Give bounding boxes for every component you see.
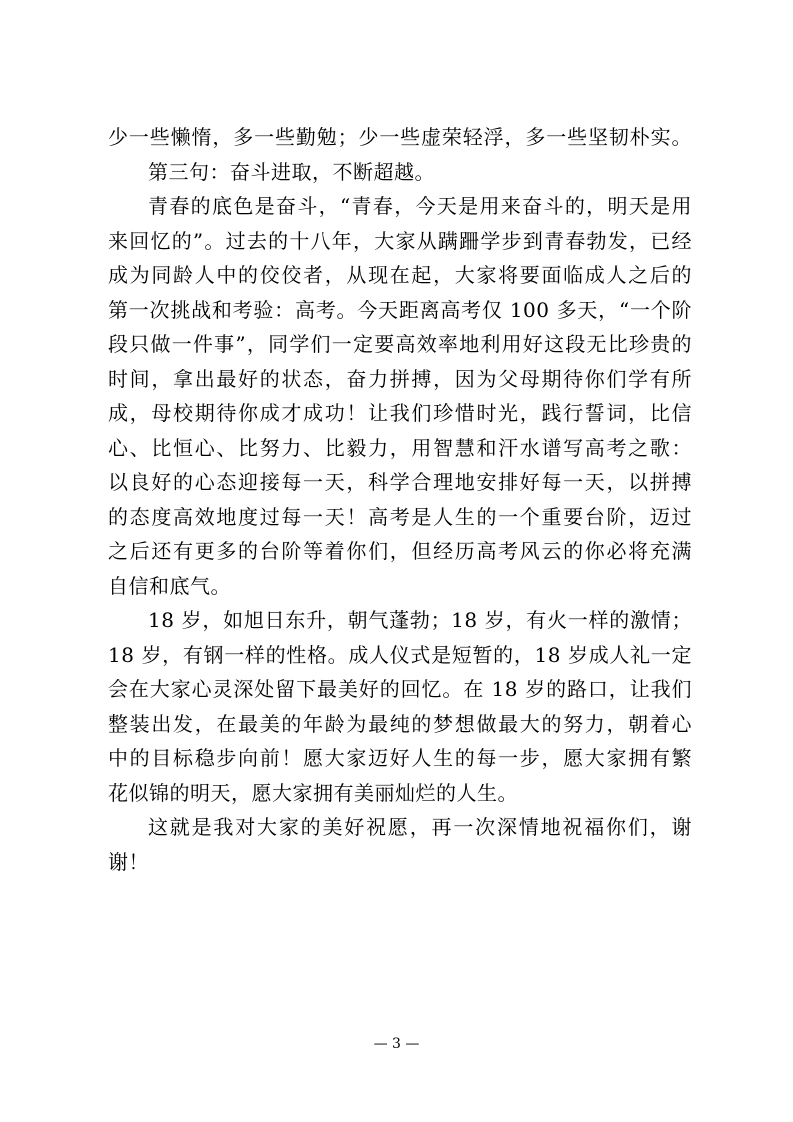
text-line-17: 会在大家心灵深处留下最美好的回忆。在 18 岁的路口，让我们 xyxy=(108,677,692,701)
text-line-20: 花似锦的明天，愿大家拥有美丽灿烂的人生。 xyxy=(108,780,518,805)
text-line-4: 来回忆的”。过去的十八年，大家从蹒跚学步到青春勃发，已经 xyxy=(108,228,692,253)
text-line-11: 以良好的心态迎接每一天，科学合理地安排好每一天，以拼搏 xyxy=(108,470,692,494)
text-line-3: 青春的底色是奋斗，“青春，今天是用来奋斗的，明天是用 xyxy=(148,194,692,218)
text-line-7: 段只做一件事”，同学们一定要高效率地利用好这段无比珍贵的 xyxy=(108,332,692,356)
text-line-2: 第三句：奋斗进取，不断超越。 xyxy=(148,159,435,184)
text-line-6: 第一次挑战和考验：高考。今天距离高考仅 100 多天，“一个阶 xyxy=(108,297,692,322)
text-line-12: 的态度高效地度过每一天！高考是人生的一个重要台阶，迈过 xyxy=(108,504,692,529)
text-line-16: 18 岁，有钢一样的性格。成人仪式是短暂的，18 岁成人礼一定 xyxy=(108,642,692,667)
text-line-1: 少一些懒惰，多一些勤勉；少一些虚荣轻浮，多一些坚韧朴实。 xyxy=(108,125,692,149)
page-number: — 3 — xyxy=(373,1036,420,1052)
text-line-5: 成为同龄人中的佼佼者，从现在起，大家将要面临成人之后的 xyxy=(108,263,692,287)
text-line-15: 18 岁，如旭日东升，朝气蓬勃；18 岁，有火一样的激情； xyxy=(148,608,692,632)
text-line-22: 谢！ xyxy=(108,849,149,874)
text-line-10: 心、比恒心、比努力、比毅力，用智慧和汗水谱写高考之歌： xyxy=(108,435,692,460)
text-line-8: 时间，拿出最好的状态，奋力拼搏，因为父母期待你们学有所 xyxy=(108,366,692,391)
text-line-13: 之后还有更多的台阶等着你们，但经历高考风云的你必将充满 xyxy=(108,539,692,563)
text-line-21: 这就是我对大家的美好祝愿，再一次深情地祝福你们，谢 xyxy=(148,815,692,839)
text-line-9: 成，母校期待你成才成功！让我们珍惜时光，践行誓词，比信 xyxy=(108,401,692,425)
body-text xyxy=(108,120,692,879)
text-line-14: 自信和底气。 xyxy=(108,573,231,598)
text-line-18: 整装出发，在最美的年龄为最纯的梦想做最大的努力，朝着心 xyxy=(108,711,692,736)
text-line-19: 中的目标稳步向前！愿大家迈好人生的每一步，愿大家拥有繁 xyxy=(108,746,692,770)
